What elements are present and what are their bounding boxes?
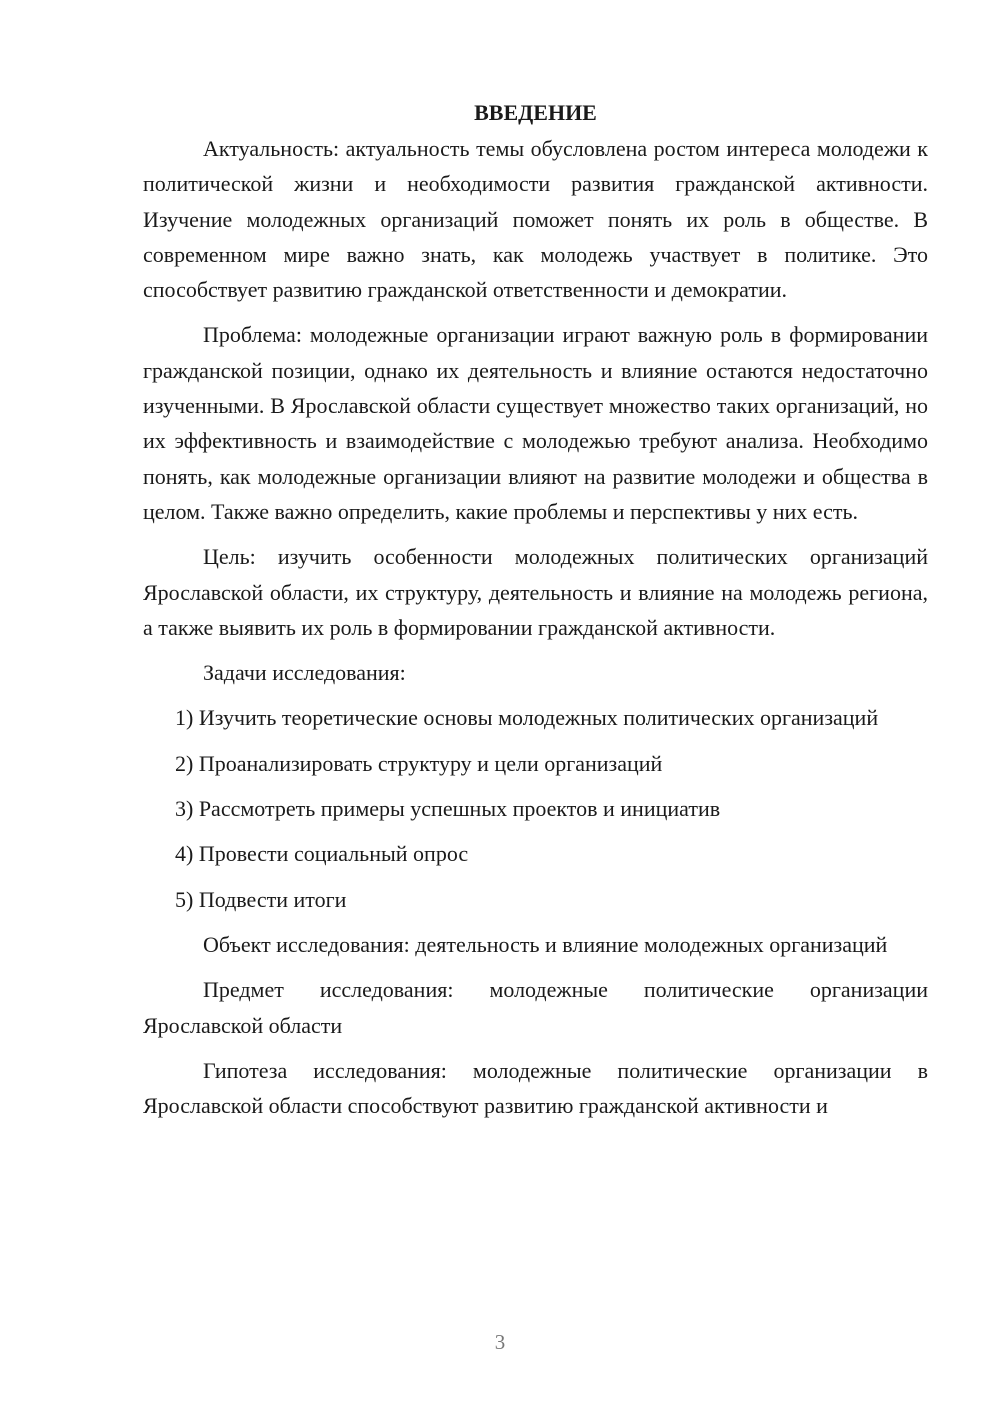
task-item-5: 5) Подвести итоги: [175, 886, 347, 912]
page-number: 3: [494, 1330, 506, 1354]
task-item-2: 2) Проанализировать структуру и цели организаций: [175, 750, 663, 776]
task-item-3: 3) Рассмотреть примеры успешных проектов и инициатив: [175, 796, 721, 822]
paragraph-hypothesis: Гипотеза исследования: молодежные политические организации в Ярославской области способствуют развитию гражданской активности и: [143, 1057, 928, 1119]
paragraph-relevance: Актуальность: актуальность темы обусловлена ростом интереса молодежи к политической жизни и необходимости развития гражданской активности. Изучение молодежных организаций поможет понять их роль в обществе. В современном мире важно знать, как молодежь участвует в политике. Это способствует развитию гражданской ответственности и демократии.: [143, 136, 928, 303]
task-item-4: 4) Провести социальный опрос: [175, 841, 469, 867]
paragraph-problem: Проблема: молодежные организации играют важную роль в формировании гражданской позиции, однако их деятельность и влияние остаются недостаточно изученными. В Ярославской области существует множество таких организаций, но их эффективность и взаимодействие с молодежью требуют анализа. Необходимо понять, как молодежные организации влияют на развитие молодежи и общества в целом. Также важно определить, какие проблемы и перспективы у них есть.: [143, 322, 928, 524]
paragraph-goal: Цель: изучить особенности молодежных политических организаций Ярославской области, их структуру, деятельность и влияние на молодежь региона, а также выявить их роль в формировании гражданской активности.: [143, 544, 928, 640]
page-content: [143, 95, 928, 1133]
paragraph-object: Объект исследования: деятельность и влияние молодежных организаций: [203, 931, 888, 957]
task-item-1: 1) Изучить теоретические основы молодежных политических организаций: [175, 705, 879, 731]
paragraph-subject: Предмет исследования: молодежные политические организации Ярославской области: [143, 977, 928, 1038]
tasks-heading: Задачи исследования:: [203, 660, 406, 686]
page-title: ВВЕДЕНИЕ: [474, 100, 597, 125]
